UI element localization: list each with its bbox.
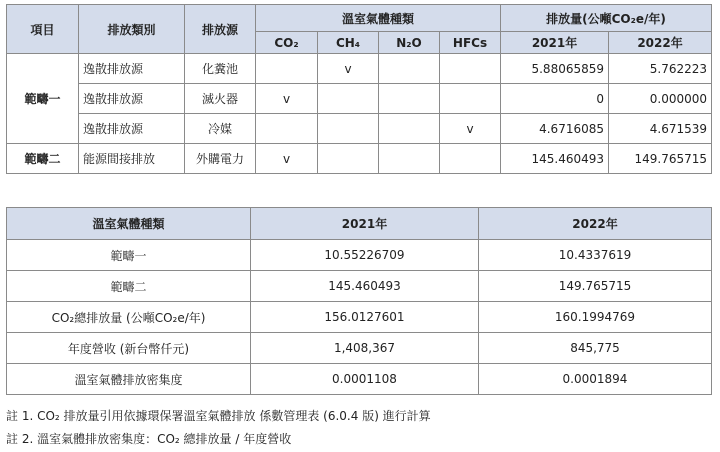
ch4-cell: v bbox=[318, 54, 379, 84]
ch4-cell bbox=[318, 84, 379, 114]
table-row bbox=[7, 84, 712, 114]
header-emissions: 排放量(公噸CO₂e/年) bbox=[501, 5, 712, 32]
emissions-summary-table bbox=[6, 207, 712, 395]
value-2021-cell: 145.460493 bbox=[501, 144, 609, 174]
row-label: 範疇一 bbox=[7, 240, 251, 271]
ch4-cell bbox=[318, 114, 379, 144]
row-label: 溫室氣體排放密集度 bbox=[7, 364, 251, 395]
category-cell: 能源間接排放 bbox=[79, 144, 185, 174]
source-cell: 外購電力 bbox=[185, 144, 256, 174]
footnote-2: 註 2. 溫室氣體排放密集度：CO₂ 總排放量 / 年度營收 bbox=[6, 432, 292, 446]
value-2021-cell: 145.460493 bbox=[251, 271, 479, 302]
scope1-label: 範疇一 bbox=[7, 54, 79, 144]
header-n2o: N₂O bbox=[379, 32, 440, 54]
co2-cell: v bbox=[256, 84, 318, 114]
table-row bbox=[7, 271, 712, 302]
header-source: 排放源 bbox=[185, 5, 256, 54]
hfcs-cell bbox=[440, 54, 501, 84]
table-row bbox=[7, 302, 712, 333]
table-row bbox=[7, 54, 712, 84]
header-ch4: CH₄ bbox=[318, 32, 379, 54]
value-2022-cell: 0.000000 bbox=[609, 84, 712, 114]
header-ghg-type: 溫室氣體種類 bbox=[7, 208, 251, 240]
co2-cell: v bbox=[256, 144, 318, 174]
table-row bbox=[7, 114, 712, 144]
hfcs-cell: v bbox=[440, 114, 501, 144]
ch4-cell bbox=[318, 144, 379, 174]
value-2022-cell: 0.0001894 bbox=[479, 364, 712, 395]
category-cell: 逸散排放源 bbox=[79, 84, 185, 114]
header-ghg-types: 溫室氣體種類 bbox=[256, 5, 501, 32]
value-2022-cell: 10.4337619 bbox=[479, 240, 712, 271]
value-2021-cell: 10.55226709 bbox=[251, 240, 479, 271]
scope2-label: 範疇二 bbox=[7, 144, 79, 174]
value-2021-cell: 5.88065859 bbox=[501, 54, 609, 84]
n2o-cell bbox=[379, 54, 440, 84]
source-cell: 滅火器 bbox=[185, 84, 256, 114]
value-2021-cell: 0 bbox=[501, 84, 609, 114]
row-label: 範疇二 bbox=[7, 271, 251, 302]
row-label: 年度營收 (新台幣仟元) bbox=[7, 333, 251, 364]
table-row bbox=[7, 364, 712, 395]
n2o-cell bbox=[379, 114, 440, 144]
emissions-by-source-table bbox=[6, 4, 712, 174]
hfcs-cell bbox=[440, 144, 501, 174]
value-2022-cell: 845,775 bbox=[479, 333, 712, 364]
value-2022-cell: 160.1994769 bbox=[479, 302, 712, 333]
header-co2: CO₂ bbox=[256, 32, 318, 54]
hfcs-cell bbox=[440, 84, 501, 114]
co2-cell bbox=[256, 114, 318, 144]
value-2022-cell: 149.765715 bbox=[479, 271, 712, 302]
n2o-cell bbox=[379, 144, 440, 174]
header-2022: 2022年 bbox=[609, 32, 712, 54]
value-2021-cell: 1,408,367 bbox=[251, 333, 479, 364]
value-2022-cell: 4.671539 bbox=[609, 114, 712, 144]
co2-cell bbox=[256, 54, 318, 84]
table-row bbox=[7, 333, 712, 364]
header-category: 排放類別 bbox=[79, 5, 185, 54]
header-2021: 2021年 bbox=[501, 32, 609, 54]
table-row bbox=[7, 240, 712, 271]
value-2022-cell: 5.762223 bbox=[609, 54, 712, 84]
source-cell: 化糞池 bbox=[185, 54, 256, 84]
header-scope: 項目 bbox=[7, 5, 79, 54]
header-2021: 2021年 bbox=[251, 208, 479, 240]
header-hfcs: HFCs bbox=[440, 32, 501, 54]
value-2021-cell: 4.6716085 bbox=[501, 114, 609, 144]
n2o-cell bbox=[379, 84, 440, 114]
value-2021-cell: 0.0001108 bbox=[251, 364, 479, 395]
value-2021-cell: 156.0127601 bbox=[251, 302, 479, 333]
table-row bbox=[7, 144, 712, 174]
footnote-1: 註 1. CO₂ 排放量引用依據環保署溫室氣體排放 係數管理表 (6.0.4 版) 進行計算 bbox=[6, 409, 431, 423]
row-label: CO₂總排放量 (公噸CO₂e/年) bbox=[7, 302, 251, 333]
category-cell: 逸散排放源 bbox=[79, 114, 185, 144]
value-2022-cell: 149.765715 bbox=[609, 144, 712, 174]
category-cell: 逸散排放源 bbox=[79, 54, 185, 84]
header-2022: 2022年 bbox=[479, 208, 712, 240]
source-cell: 冷媒 bbox=[185, 114, 256, 144]
